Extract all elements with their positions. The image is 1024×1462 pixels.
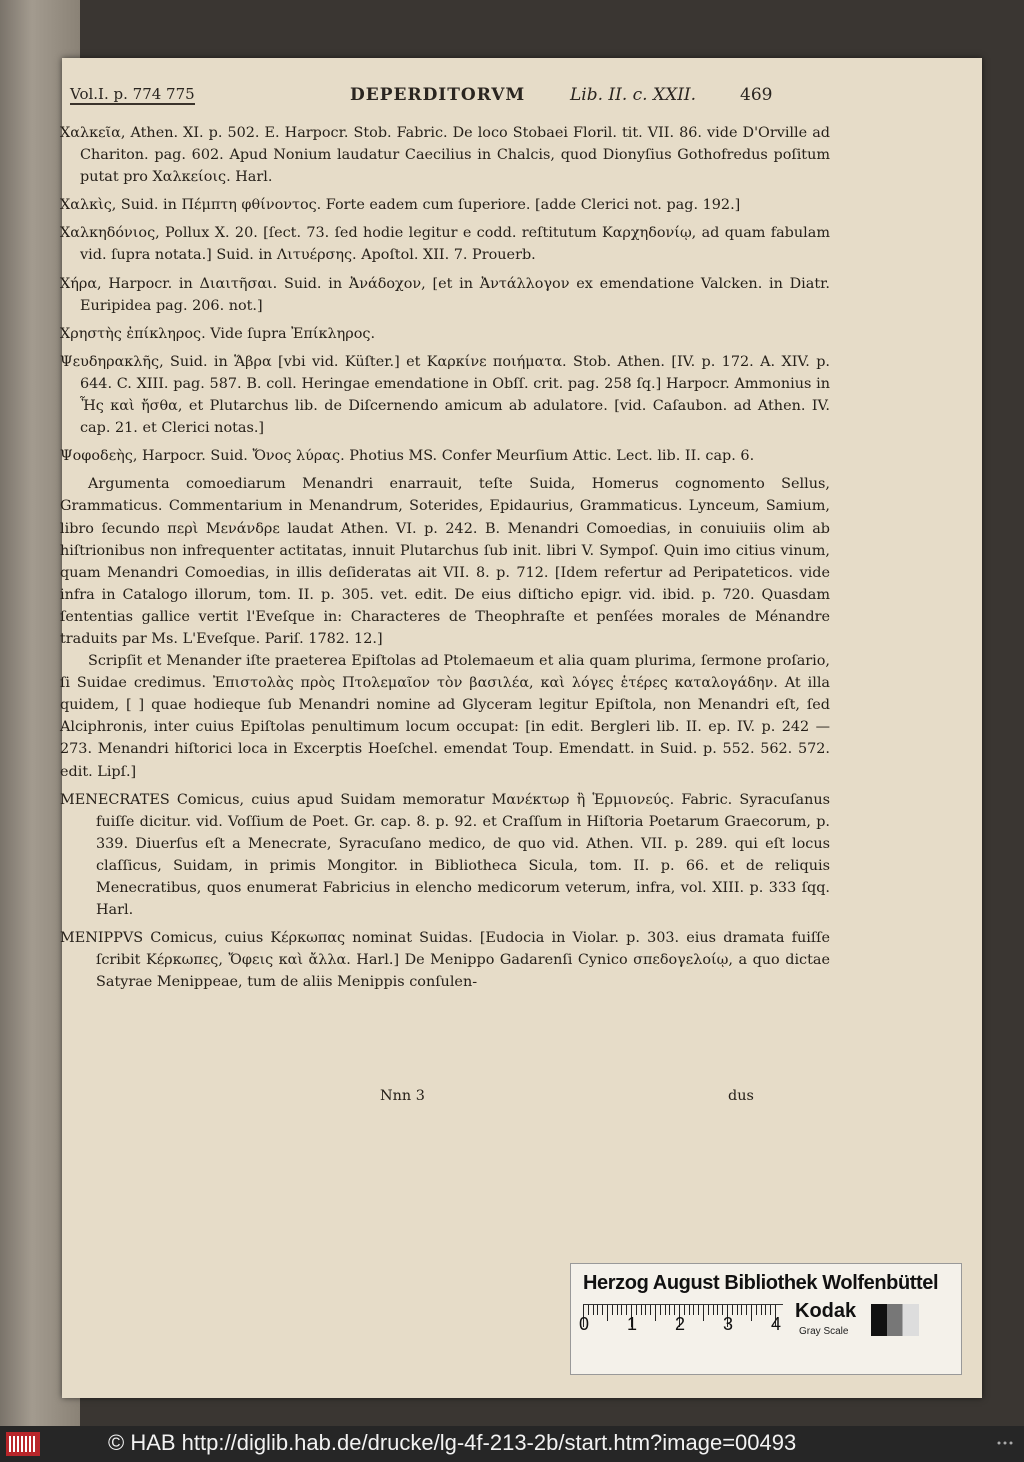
ruler-tick xyxy=(669,1305,670,1315)
header-book-chapter: Lib. II. c. XXII. xyxy=(570,85,697,105)
footer-bar xyxy=(0,1426,1024,1462)
library-color-scale-label xyxy=(570,1263,962,1375)
entry-chalkeia: Χαλκεῖα, Athen. XI. p. 502. E. Harpocr. Stob. Fabric. De loco Stobaei Floril. tit. VII. 86. vide D'Orville ad Chariton. pag. 602. Apud Nonium laudatur Caecilius in Chalcis, quod Dionyſius Gothofredus poſitum putat pro Χαλκείοις. Harl. xyxy=(60,125,830,186)
ruler-tick xyxy=(617,1305,618,1315)
entry-menippus: MENIPPVS Comicus, cuius Κέρκωπας nominat Suidas. [Eudocia in Violar. p. 303. eius dramata fuiſſe ſcribit Κέρκωπες, Ὄφεις καὶ ἄλλα. Harl.] De Menippo Gadarenſi Cynico σπεδογελοίῳ, a quo dictae Satyrae Menippeae, tum de aliis Menippis conſulen- xyxy=(60,930,830,991)
gray-scale-label: Gray Scale xyxy=(799,1326,849,1337)
paragraph-scripsit: Scripſit et Menander iſte praeterea Epiſtolas ad Ptolemaeum et alia quam plurima, ſermone proſario, ſi Suidae credimus. Ἐπιστολὰς πρὸς Πτολεμαῖον τὸν βασιλέα, καὶ λόγες ἑτέρες καταλογάδην. At illa quidem, [ ] quae hodieque ſub Menandri nomine ad Glyceram legitur Epiſtola, non Menandri eſt, ſed Alciphronis, inter cuius Epiſtolas penultimum locum occupat: [in edit. Bergleri lib. II. ep. IV. p. 242 — 273. Menandri hiſtorici loca in Excerptis Hoeſchel. emendat Toup. Emendatt. in Suid. p. 552. 562. 572. edit. Lipſ.] xyxy=(60,653,830,780)
ruler-tick xyxy=(621,1305,622,1315)
hab-logo-icon xyxy=(6,1432,40,1456)
ruler-tick xyxy=(641,1305,642,1315)
ruler-tick xyxy=(708,1305,709,1315)
ruler-tick xyxy=(665,1305,666,1315)
ruler-number: 1 xyxy=(627,1314,638,1334)
header-volume-reference: Vol.I. p. 774 775 xyxy=(70,85,195,103)
ruler-tick xyxy=(597,1305,598,1315)
entry-pseudherakles: Ψευδηρακλῆς, Suid. in Ἅβρα [vbi vid. Küſter.] et Καρκίνε ποιήματα. Stob. Athen. [IV. p. 172. A. XIV. p. 644. C. XIII. pag. 587. B. coll. Heringae emendatione in Obſſ. crit. pag. 258 ſq.] Harpocr. Ammonius in Ἦς καὶ ἤσθα, et Plutarchus lib. de Diſcernendo amicum ab adulatore. [vid. Caſaubon. ad Athen. IV. cap. 21. et Clerici notas.] xyxy=(60,353,830,437)
ruler-tick xyxy=(655,1305,656,1321)
ruler-number: 0 xyxy=(579,1314,590,1334)
entry-menecrates: MENECRATES Comicus, cuius apud Suidam memoratur Μανέκτωρ ἢ Ἑρμιονεύς. Fabric. Syracuſanus fuiſſe dicitur. vid. Voſſium de Poet. Gr. cap. 8. p. 92. et Craſſum in Hiſtoria Poetarum Graecorum, p. 339. Diuerſus eſt a Menecrate, Syracuſano medico, de quo vid. Athen. VII. p. 289. qui eſt locus claſſicus, Suidam, in primis Mongitor. in Bibliotheca Sicula, tom. II. p. 66. et de reliquis Menecratibus, quos enumerat Fabricius in elencho medicorum veterum, infra, vol. XIII. p. 333 ſqq. Harl. xyxy=(60,791,830,919)
ruler-tick xyxy=(717,1305,718,1315)
page-number: 469 xyxy=(740,85,773,105)
ruler-number: 4 xyxy=(771,1314,782,1334)
entry-chalkis: Χαλκὶς, Suid. in Πέμπτη φθίνοντος. Forte eadem cum ſuperiore. [adde Clerici not. pag. 192.] xyxy=(60,197,741,214)
ruler-number: 3 xyxy=(723,1314,734,1334)
ruler-tick xyxy=(741,1305,742,1315)
ruler-tick xyxy=(650,1305,651,1315)
entry-chera: Χήρα, Harpocr. in Διαιτῆσαι. Suid. in Ἀνάδοχον, [et in Ἀντάλλογον ex emendatione Valcken. in Diatr. Euripidea pag. 206. not.] xyxy=(60,275,830,314)
entry-psophodees: Ψοφοδεὴς, Harpocr. Suid. Ὄνος λύρας. Photius MS. Confer Meurſium Attic. Lect. lib. II. cap. 6. xyxy=(60,448,755,465)
entry-chalkedonios: Χαλκηδόνιος, Pollux X. 20. [ſect. 73. ſed hodie legitur e codd. reſtitutum Καρχηδονίῳ, ad quam fabulam vid. ſupra notata.] Suid. in Λιτυέρσης. Apoſtol. XII. 7. Prouerb. xyxy=(60,225,830,264)
ruler-tick xyxy=(612,1305,613,1315)
ruler-tick xyxy=(645,1305,646,1315)
ruler-tick xyxy=(660,1305,661,1315)
ruler-tick xyxy=(751,1305,752,1321)
ruler-tick xyxy=(713,1305,714,1315)
running-header xyxy=(70,85,830,115)
ruler-tick xyxy=(689,1305,690,1315)
library-name: Herzog August Bibliothek Wolfenbüttel xyxy=(583,1272,939,1294)
ruler-tick xyxy=(761,1305,762,1315)
ruler-tick xyxy=(607,1305,608,1321)
header-title: DEPERDITORVM xyxy=(350,85,526,105)
ruler-tick xyxy=(703,1305,704,1321)
copyright-url[interactable]: © HAB http://diglib.hab.de/drucke/lg-4f-213-2b/start.htm?image=00493 xyxy=(108,1430,797,1455)
ruler-tick xyxy=(693,1305,694,1315)
ruler-tick xyxy=(698,1305,699,1315)
signature-mark: Nnn 3 xyxy=(380,1088,425,1104)
ruler-tick xyxy=(756,1305,757,1315)
ruler-tick xyxy=(765,1305,766,1315)
gray-scale-swatch xyxy=(871,1304,919,1336)
ruler-tick xyxy=(602,1305,603,1315)
paragraph-argumenta: Argumenta comoediarum Menandri enarrauit, teſte Suida, Homerus cognomento Sellus, Grammaticus. Commentarium in Menandrum, Soterides, Epidaurius, Grammaticus. Lynceum, Samium, libro ſecundo περὶ Μενάνδρε laudat Athen. VI. p. 242. B. Menandri Comoedias, in conuiuiis olim ab hiſtrionibus non infrequenter actitatas, innuit Plutarchus ſub init. libri V. Sympoſ. Quin imo citius vinum, quam Menandri Comoedias, in illis deſideratas ait VII. 8. p. 712. [Idem refertur ad Peripateticos. vide infra in Catalogo illorum, tom. II. p. 305. vet. edit. De eius diſticho epigr. vid. ibid. p. 720. Quasdam ſententias gallice vertit l'Eveſque in: Characteres de Theophraſte et penſées morales de Ménandre traduits par Ms. L'Eveſque. Pariſ. 1782. 12.] xyxy=(60,476,830,647)
ruler-number: 2 xyxy=(675,1314,686,1334)
more-dots-icon[interactable] xyxy=(996,1440,1014,1446)
entry-chrestes: Χρηστὴς ἐπίκληρος. Vide ſupra Ἐπίκληρος. xyxy=(60,325,376,342)
kodak-logo: Kodak xyxy=(795,1300,857,1322)
ruler-tick xyxy=(746,1305,747,1315)
ruler-tick xyxy=(593,1305,594,1315)
page-body xyxy=(60,122,830,999)
ruler-tick xyxy=(737,1305,738,1315)
catchword: dus xyxy=(728,1088,754,1104)
